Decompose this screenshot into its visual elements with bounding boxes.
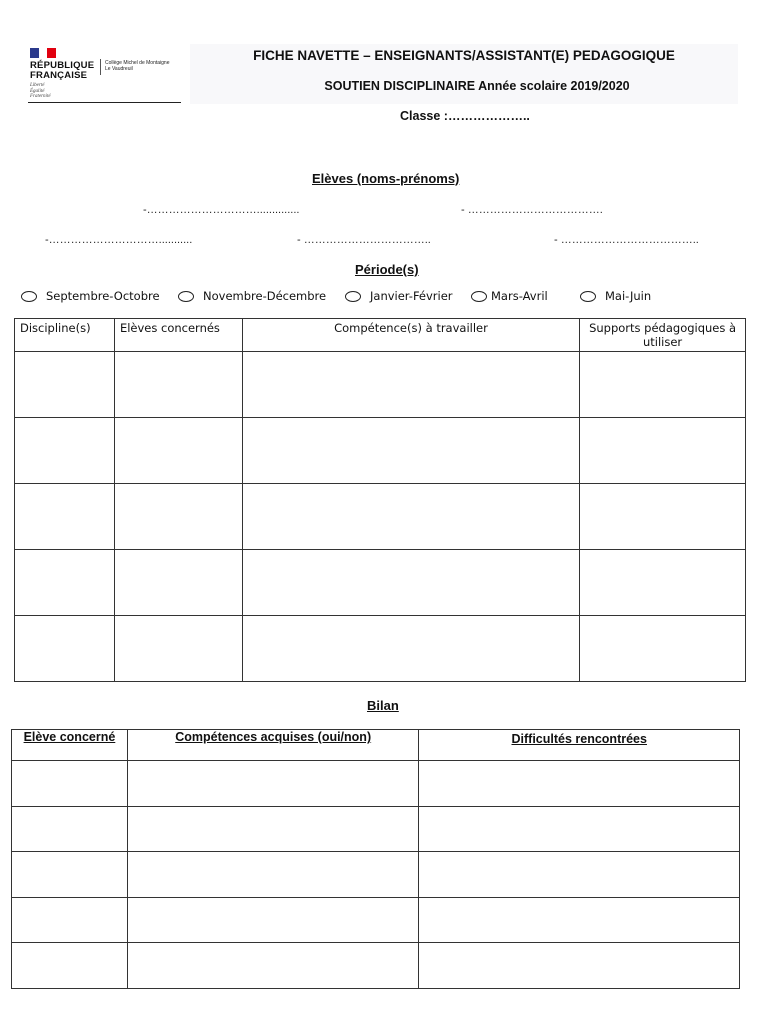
col-header-skills: Compétence(s) à travailler bbox=[242, 319, 579, 352]
table-cell[interactable] bbox=[580, 616, 746, 682]
table-cell[interactable] bbox=[242, 352, 579, 418]
student-line-5[interactable]: - ……………………………….. bbox=[554, 234, 699, 246]
table-cell[interactable] bbox=[114, 352, 242, 418]
bilan-heading: Bilan bbox=[367, 698, 399, 713]
student-line-4[interactable]: - …………………………….. bbox=[297, 234, 431, 246]
table-cell[interactable] bbox=[12, 897, 128, 943]
table-cell[interactable] bbox=[419, 897, 740, 943]
col-header-discipline: Discipline(s) bbox=[15, 319, 115, 352]
table-row bbox=[12, 943, 740, 989]
periods-heading: Période(s) bbox=[355, 262, 419, 277]
table-row bbox=[12, 761, 740, 807]
col-header-students: Elèves concernés bbox=[114, 319, 242, 352]
logo-divider bbox=[100, 59, 101, 75]
table-cell[interactable] bbox=[242, 418, 579, 484]
table-cell[interactable] bbox=[114, 484, 242, 550]
col-header-student: Elève concerné bbox=[12, 730, 128, 761]
page-subtitle: SOUTIEN DISCIPLINAIRE Année scolaire 2019/2020 bbox=[324, 79, 630, 93]
radio-circle-icon[interactable] bbox=[471, 291, 487, 302]
school-name: Collège Michel de Montaigne Le Vaudreuil bbox=[105, 60, 170, 72]
radio-circle-icon[interactable] bbox=[580, 291, 596, 302]
table-cell[interactable] bbox=[114, 550, 242, 616]
table-cell[interactable] bbox=[127, 897, 419, 943]
period-option-mar-apr[interactable]: Mars-Avril bbox=[471, 289, 548, 303]
table-cell[interactable] bbox=[114, 616, 242, 682]
table-row bbox=[12, 806, 740, 852]
table-cell[interactable] bbox=[580, 418, 746, 484]
table-cell[interactable] bbox=[15, 616, 115, 682]
plan-table bbox=[14, 318, 746, 682]
table-cell[interactable] bbox=[12, 943, 128, 989]
table-cell[interactable] bbox=[12, 806, 128, 852]
table-cell[interactable] bbox=[15, 484, 115, 550]
table-row bbox=[15, 616, 746, 682]
table-cell[interactable] bbox=[242, 616, 579, 682]
table-cell[interactable] bbox=[580, 352, 746, 418]
table-cell[interactable] bbox=[580, 550, 746, 616]
period-option-nov-dec[interactable]: Novembre-Décembre bbox=[178, 289, 326, 303]
table-cell[interactable] bbox=[114, 418, 242, 484]
plan-table-header-row bbox=[15, 319, 746, 352]
radio-circle-icon[interactable] bbox=[178, 291, 194, 302]
table-cell[interactable] bbox=[242, 484, 579, 550]
logo-underline bbox=[28, 102, 181, 103]
student-line-1[interactable]: -………………………….............. bbox=[143, 204, 300, 216]
period-option-sept-oct[interactable]: Septembre-Octobre bbox=[21, 289, 160, 303]
col-header-supports: Supports pédagogiques à utiliser bbox=[580, 319, 746, 352]
col-header-acquired: Compétences acquises (oui/non) bbox=[127, 730, 419, 761]
republic-name: RÉPUBLIQUE FRANÇAISE bbox=[30, 60, 95, 81]
period-option-jan-feb[interactable]: Janvier-Février bbox=[345, 289, 453, 303]
table-row bbox=[15, 418, 746, 484]
table-cell[interactable] bbox=[127, 943, 419, 989]
students-heading: Elèves (noms-prénoms) bbox=[312, 171, 460, 186]
col-header-difficulties: Difficultés rencontrées bbox=[419, 730, 740, 761]
french-flag-icon bbox=[30, 48, 56, 58]
table-row bbox=[12, 852, 740, 898]
table-row bbox=[15, 352, 746, 418]
table-cell[interactable] bbox=[127, 852, 419, 898]
page-title: FICHE NAVETTE – ENSEIGNANTS/ASSISTANT(E) PEDAGOGIQUE bbox=[253, 48, 675, 63]
student-line-3[interactable]: -…………………………........... bbox=[45, 234, 193, 246]
table-cell[interactable] bbox=[419, 806, 740, 852]
table-row bbox=[12, 897, 740, 943]
student-line-2[interactable]: - ………………………………. bbox=[461, 204, 603, 216]
bilan-table-header-row bbox=[12, 730, 740, 761]
classe-field[interactable]: Classe :……………….. bbox=[400, 109, 530, 123]
republic-motto: Liberté Égalité Fraternité bbox=[30, 83, 51, 99]
table-cell[interactable] bbox=[15, 352, 115, 418]
table-cell[interactable] bbox=[12, 852, 128, 898]
table-cell[interactable] bbox=[15, 550, 115, 616]
republique-francaise-logo bbox=[28, 46, 184, 106]
table-cell[interactable] bbox=[419, 761, 740, 807]
table-row bbox=[15, 550, 746, 616]
table-cell[interactable] bbox=[127, 761, 419, 807]
table-cell[interactable] bbox=[15, 418, 115, 484]
table-cell[interactable] bbox=[127, 806, 419, 852]
period-options bbox=[18, 289, 748, 307]
table-cell[interactable] bbox=[580, 484, 746, 550]
radio-circle-icon[interactable] bbox=[21, 291, 37, 302]
table-cell[interactable] bbox=[12, 761, 128, 807]
table-cell[interactable] bbox=[419, 852, 740, 898]
table-cell[interactable] bbox=[419, 943, 740, 989]
table-row bbox=[15, 484, 746, 550]
table-cell[interactable] bbox=[242, 550, 579, 616]
radio-circle-icon[interactable] bbox=[345, 291, 361, 302]
bilan-table bbox=[11, 729, 740, 989]
period-option-may-jun[interactable]: Mai-Juin bbox=[580, 289, 651, 303]
